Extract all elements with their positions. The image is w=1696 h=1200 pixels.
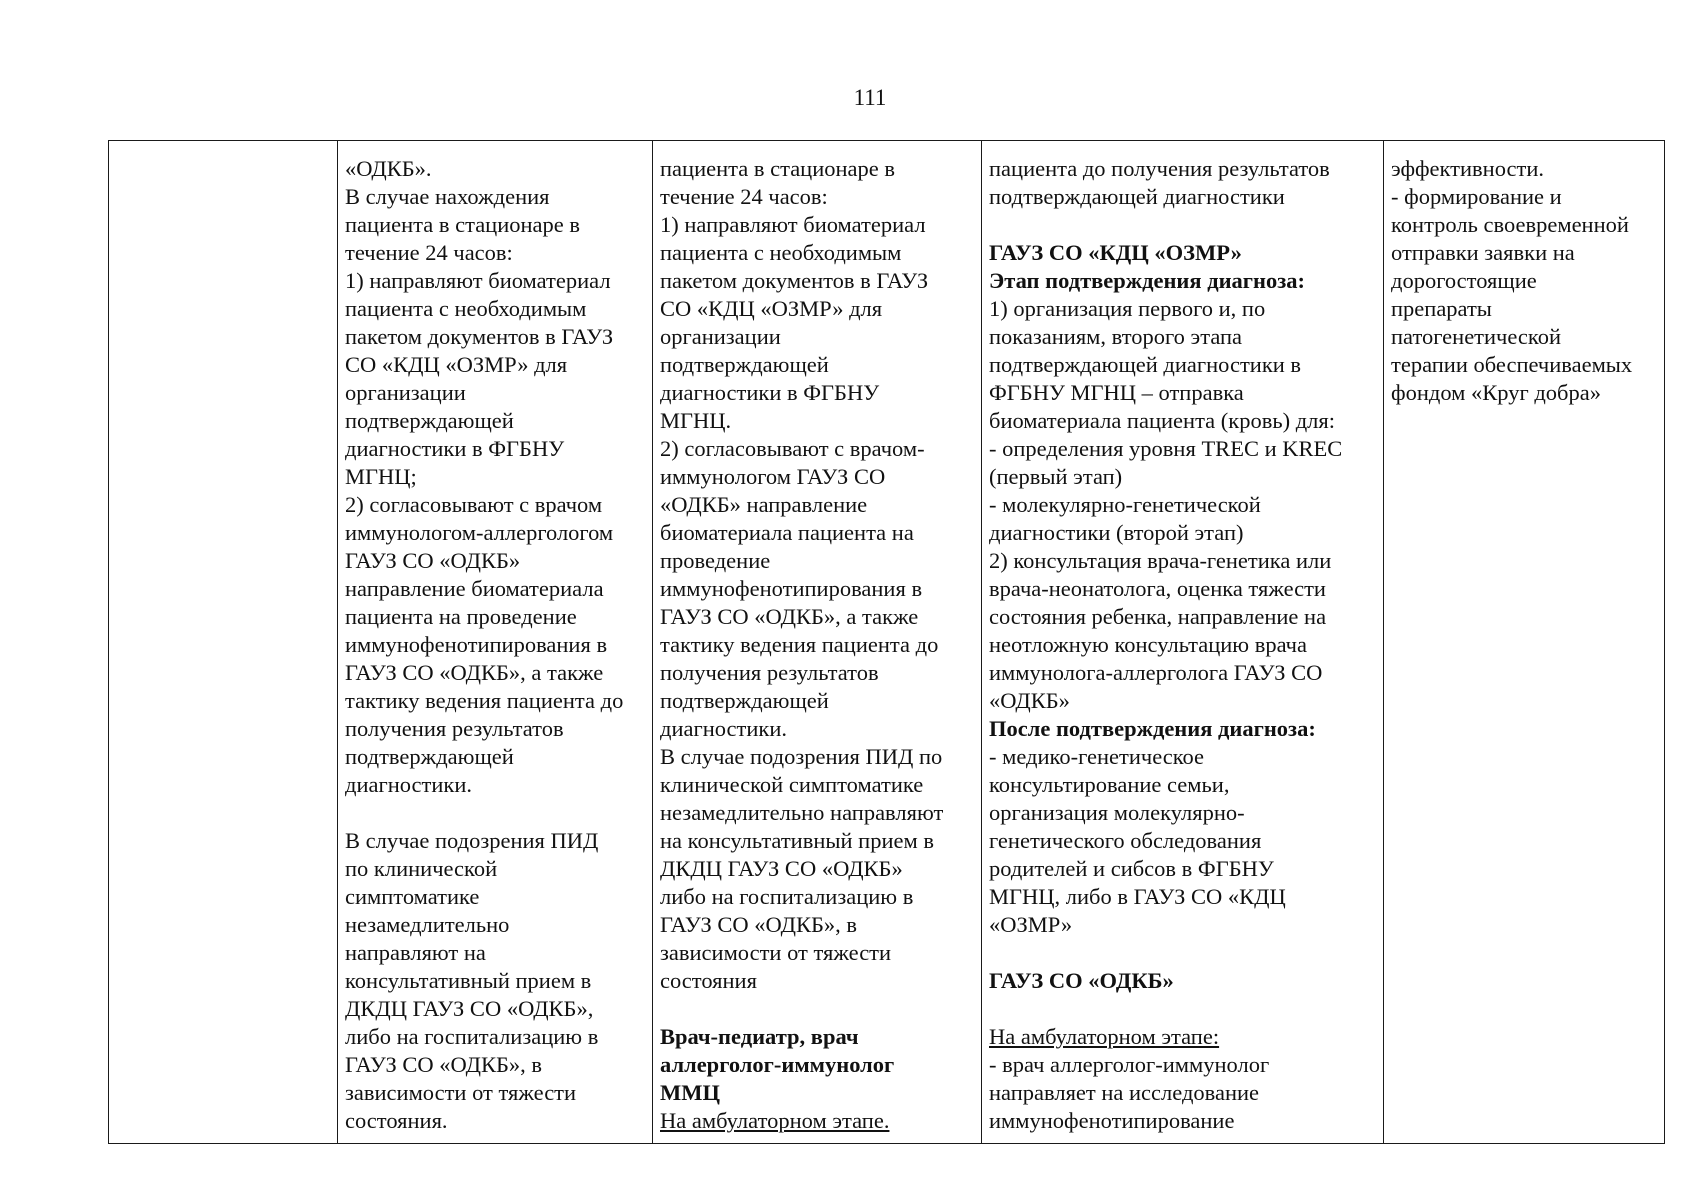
text-line: ГАУЗ СО «ОДКБ»	[989, 968, 1174, 993]
text-line: клинической симптоматике	[660, 772, 924, 797]
text-line: подтверждающей	[660, 688, 829, 713]
text-line: биоматериала пациента на	[660, 520, 914, 545]
text-line: иммунолога-аллерголога ГАУЗ СО	[989, 660, 1323, 685]
text-line: ГАУЗ СО «ОДКБ»	[345, 548, 521, 573]
text-line: «ОДКБ»	[989, 688, 1070, 713]
text-line: аллерголог-иммунолог	[660, 1052, 895, 1077]
text-line: зависимости от тяжести	[345, 1080, 577, 1105]
text-line: на консультативный прием в	[660, 828, 934, 853]
text-line: организация молекулярно-	[989, 800, 1245, 825]
table-cell-col-4	[982, 141, 1384, 1144]
page-number: 111	[853, 85, 887, 110]
text-line: контроль своевременной	[1391, 212, 1629, 237]
text-line: иммунологом ГАУЗ СО	[660, 464, 886, 489]
text-line: дорогостоящие	[1391, 268, 1537, 293]
text-line: ФГБНУ МГНЦ – отправка	[989, 380, 1244, 405]
text-line: терапии обеспечиваемых	[1391, 352, 1633, 377]
text-line: получения результатов	[660, 660, 879, 685]
text-line: подтверждающей	[660, 352, 829, 377]
text-line: «ОЗМР»	[989, 912, 1073, 937]
text-line: патогенетической	[1391, 324, 1561, 349]
text-line: препараты	[1391, 296, 1492, 321]
text-line: подтверждающей	[345, 408, 514, 433]
text-line: биоматериала пациента (кровь) для:	[989, 408, 1335, 433]
text-line: диагностики.	[660, 716, 788, 741]
text-line: подтверждающей	[345, 744, 514, 769]
text-line: родителей и сибсов в ФГБНУ	[989, 856, 1274, 881]
text-line: пациента до получения результатов	[989, 156, 1330, 181]
text-line: ГАУЗ СО «ОДКБ», а также	[345, 660, 604, 685]
text-line: неотложную консультацию врача	[989, 632, 1307, 657]
text-line	[660, 995, 974, 1023]
text-line: организации	[660, 324, 781, 349]
text-line: получения результатов	[345, 716, 564, 741]
text-line: ГАУЗ СО «ОДКБ», а также	[660, 604, 919, 629]
text-line: Врач-педиатр, врач	[660, 1024, 859, 1049]
text-line: 1) организация первого и, по	[989, 296, 1266, 321]
text-line: - медико-генетическое	[989, 744, 1205, 769]
text-line: 2) согласовывают с врачом-	[660, 436, 925, 461]
text-line: 2) консультация врача-генетика или	[989, 548, 1332, 573]
text-line: пациента в стационаре в	[345, 212, 581, 237]
text-line: иммунофенотипирования в	[660, 576, 923, 601]
table-cell-col-2	[338, 141, 653, 1144]
text-line: диагностики.	[345, 772, 473, 797]
text-line: ГАУЗ СО «ОДКБ», в	[345, 1052, 543, 1077]
text-line: состояния	[660, 968, 757, 993]
text-line: пациента с необходимым	[660, 240, 902, 265]
text-line: иммунофенотипирование	[989, 1108, 1235, 1133]
text-line: В случае нахождения	[345, 184, 550, 209]
text-line: МГНЦ.	[660, 408, 732, 433]
text-line: диагностики в ФГБНУ	[660, 380, 880, 405]
text-line	[989, 939, 1376, 967]
text-line: незамедлительно	[345, 912, 510, 937]
document-table	[108, 140, 1665, 1144]
text-line: либо на госпитализацию в	[345, 1024, 599, 1049]
text-line: - определения уровня TREC и KREC	[989, 436, 1343, 461]
text-line: диагностики (второй этап)	[989, 520, 1244, 545]
text-line: либо на госпитализацию в	[660, 884, 914, 909]
text-line: пациента на проведение	[345, 604, 577, 629]
text-line: ДКДЦ ГАУЗ СО «ОДКБ»	[660, 856, 903, 881]
text-line: направляет на исследование	[989, 1080, 1260, 1105]
text-line	[345, 799, 645, 827]
text-line: подтверждающей диагностики в	[989, 352, 1302, 377]
table-cell-col-3	[653, 141, 982, 1144]
text-line: 1) направляют биоматериал	[345, 268, 611, 293]
text-line: состояния ребенка, направление на	[989, 604, 1327, 629]
text-line: состояния.	[345, 1108, 448, 1133]
text-line: - формирование и	[1391, 184, 1562, 209]
text-line: незамедлительно направляют	[660, 800, 944, 825]
text-line: фондом «Круг добра»	[1391, 380, 1601, 405]
text-line: по клинической	[345, 856, 498, 881]
table-row	[109, 141, 1665, 1144]
text-line: «ОДКБ».	[345, 156, 432, 181]
text-line: тактику ведения пациента до	[345, 688, 624, 713]
text-line: тактику ведения пациента до	[660, 632, 939, 657]
text-line: ГАУЗ СО «КДЦ «ОЗМР»	[989, 240, 1242, 265]
text-line: показаниям, второго этапа	[989, 324, 1243, 349]
text-line: 2) согласовывают с врачом	[345, 492, 603, 517]
text-line: проведение	[660, 548, 771, 573]
text-line: иммунофенотипирования в	[345, 632, 608, 657]
text-line: пакетом документов в ГАУЗ	[660, 268, 929, 293]
text-line: «ОДКБ» направление	[660, 492, 868, 517]
table-cell-col-5	[1384, 141, 1665, 1144]
text-line	[989, 211, 1376, 239]
text-line: В случае подозрения ПИД	[345, 828, 599, 853]
text-line: Этап подтверждения диагноза:	[989, 268, 1305, 293]
table-cell-col-1	[109, 141, 338, 1144]
text-line: симптоматике	[345, 884, 480, 909]
text-line: - врач аллерголог-иммунолог	[989, 1052, 1270, 1077]
text-line: ДКДЦ ГАУЗ СО «ОДКБ»,	[345, 996, 594, 1021]
text-line: зависимости от тяжести	[660, 940, 892, 965]
text-line: МГНЦ;	[345, 464, 417, 489]
text-line: врача-неонатолога, оценка тяжести	[989, 576, 1326, 601]
text-line: течение 24 часов:	[660, 184, 828, 209]
text-line: пациента в стационаре в	[660, 156, 896, 181]
text-line: консультирование семьи,	[989, 772, 1230, 797]
text-line: На амбулаторном этапе:	[989, 1024, 1220, 1049]
text-line: эффективности.	[1391, 156, 1545, 181]
text-line: организации	[345, 380, 466, 405]
text-line: ММЦ	[660, 1080, 720, 1105]
text-line: отправки заявки на	[1391, 240, 1575, 265]
text-line: СО «КДЦ «ОЗМР» для	[660, 296, 883, 321]
text-line: В случае подозрения ПИД по	[660, 744, 943, 769]
text-line: направляют на	[345, 940, 486, 965]
text-line: пакетом документов в ГАУЗ	[345, 324, 614, 349]
text-line: генетического обследования	[989, 828, 1262, 853]
text-line: После подтверждения диагноза:	[989, 716, 1316, 741]
text-line: консультативный прием в	[345, 968, 592, 993]
text-line: течение 24 часов:	[345, 240, 513, 265]
text-line: 1) направляют биоматериал	[660, 212, 926, 237]
text-line: СО «КДЦ «ОЗМР» для	[345, 352, 568, 377]
text-line	[989, 995, 1376, 1023]
text-line: диагностики в ФГБНУ	[345, 436, 565, 461]
text-line: МГНЦ, либо в ГАУЗ СО «КДЦ	[989, 884, 1286, 909]
text-line: - молекулярно-генетической	[989, 492, 1261, 517]
text-line: иммунологом-аллергологом	[345, 520, 614, 545]
text-line: ГАУЗ СО «ОДКБ», в	[660, 912, 858, 937]
text-line: (первый этап)	[989, 464, 1123, 489]
text-line: подтверждающей диагностики	[989, 184, 1285, 209]
text-line: пациента с необходимым	[345, 296, 587, 321]
text-line: На амбулаторном этапе.	[660, 1108, 890, 1133]
text-line: направление биоматериала	[345, 576, 604, 601]
